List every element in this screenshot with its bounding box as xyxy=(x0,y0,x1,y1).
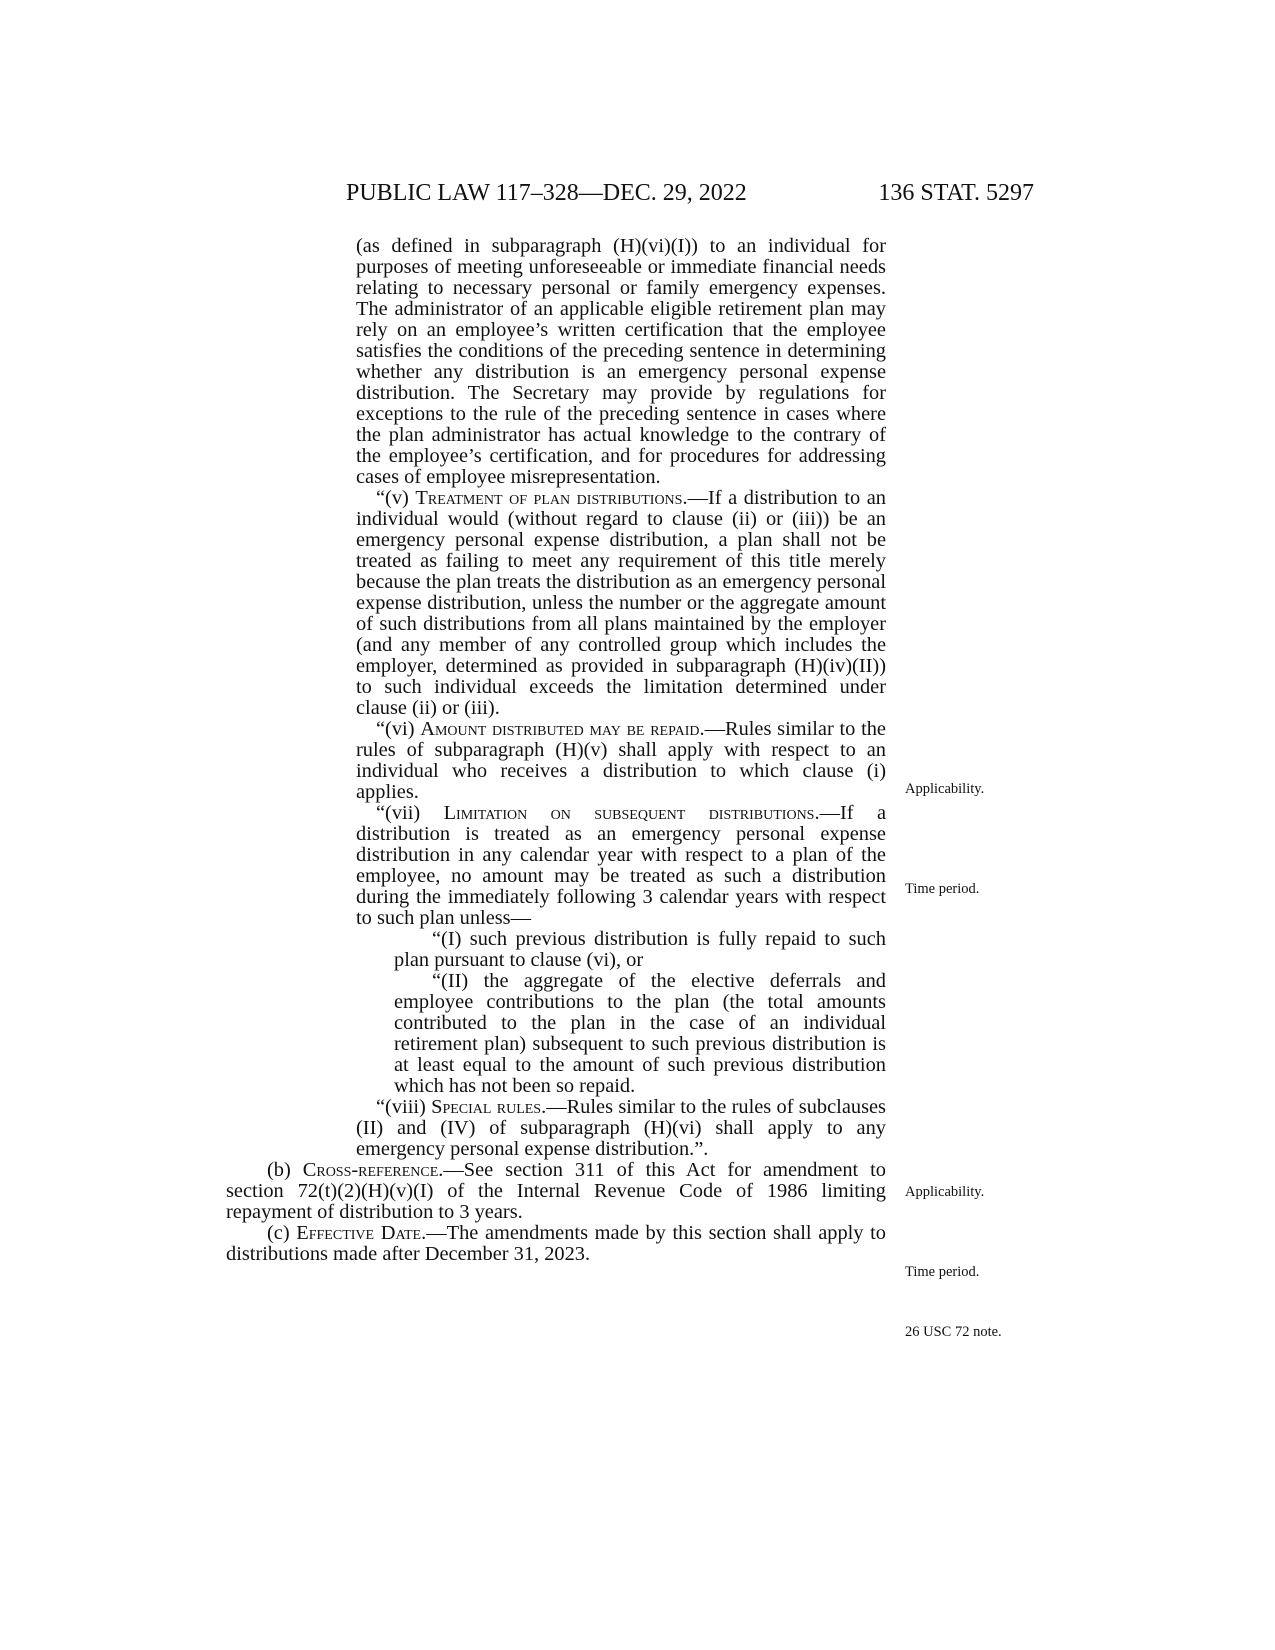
margin-note-applicability: Applicability. xyxy=(905,1184,985,1200)
subclause-I: “(I) such previous distribution is fully repaid to such plan pursuant to clause (vi), or xyxy=(394,928,886,971)
margin-note-applicability: Applicability. xyxy=(905,781,985,797)
margin-note-time-period: Time period. xyxy=(905,1264,980,1280)
subsection-b-heading: Cross-reference xyxy=(302,1159,439,1181)
clause-vi-heading: Amount distributed may be repaid xyxy=(420,718,700,740)
text-column xyxy=(226,236,886,1265)
margin-note-time-period: Time period. xyxy=(905,881,980,897)
clause-viii: “(viii) Special rules.—Rules similar to the rules of subclauses (II) and (IV) of subparagraph (H)(vi) shall apply to any emergency personal expense distribution.”. xyxy=(356,1096,886,1160)
subsection-c-heading: Effective Date xyxy=(296,1222,422,1244)
clause-viii-heading: Special rules xyxy=(431,1096,542,1118)
clause-vii-heading: Limitation on subsequent distributions xyxy=(443,802,815,824)
margin-note-usc-reference: 26 USC 72 note. xyxy=(905,1324,1002,1340)
clause-vii: “(vii) Limitation on subsequent distributions.—If a distribution is treated as an emergency personal expense distribution in any calendar year with respect to a plan of the employee, no amount may be treated as such a distribution during the immediately following 3 calendar years with respect to such plan unless— xyxy=(356,802,886,929)
clause-vi: “(vi) Amount distributed may be repaid.—Rules similar to the rules of subparagraph (H)(v) shall apply with respect to an individual who receives a distribution to which clause (i) applies. xyxy=(356,718,886,803)
page-number: 136 STAT. 5297 xyxy=(878,180,1034,206)
clause-v: “(v) Treatment of plan distributions.—If a distribution to an individual would (without regard to clause (ii) or (iii)) be an emergency personal expense distribution, a plan shall not be treated as failing to meet any requirement of this title merely because the plan treats the distribution as an emergency personal expense distribution, unless the number or the aggregate amount of such distributions from all plans maintained by the employer (and any member of any controlled group which includes the employer, determined as provided in subparagraph (H)(iv)(II)) to such individual exceeds the limitation determined under clause (ii) or (iii). xyxy=(356,487,886,719)
subsection-b: (b) Cross-reference.—See section 311 of this Act for amendment to section 72(t)(2)(H)(v)(I) of the Internal Revenue Code of 1986 limiting repayment of distribution to 3 years. xyxy=(226,1159,887,1223)
clause-v-heading: Treatment of plan distributions xyxy=(415,487,683,509)
running-title: PUBLIC LAW 117–328—DEC. 29, 2022 xyxy=(346,180,747,206)
paragraph-continued: (as defined in subparagraph (H)(vi)(I)) to an individual for purposes of meeting unforeseeable or immediate financial needs relating to necessary personal or family emergency expenses. The administrator of an applicable eligible retirement plan may rely on an employee’s written certification that the employee satisfies the conditions of the preceding sentence in determining whether any distribution is an emergency personal expense distribution. The Secretary may provide by regulations for exceptions to the rule of the preceding sentence in cases where the plan administrator has actual knowledge to the contrary of the employee’s certification, and for procedures for addressing cases of employee misrepresentation. xyxy=(356,235,886,488)
subsection-c: (c) Effective Date.—The amendments made by this section shall apply to distributions made after December 31, 2023. xyxy=(226,1222,887,1265)
subclause-II: “(II) the aggregate of the elective deferrals and employee contributions to the plan (the total amounts contributed to the plan in the case of an individual retirement plan) subsequent to such previous distribution is at least equal to the amount of such previous distribution which has not been so repaid. xyxy=(394,970,886,1097)
